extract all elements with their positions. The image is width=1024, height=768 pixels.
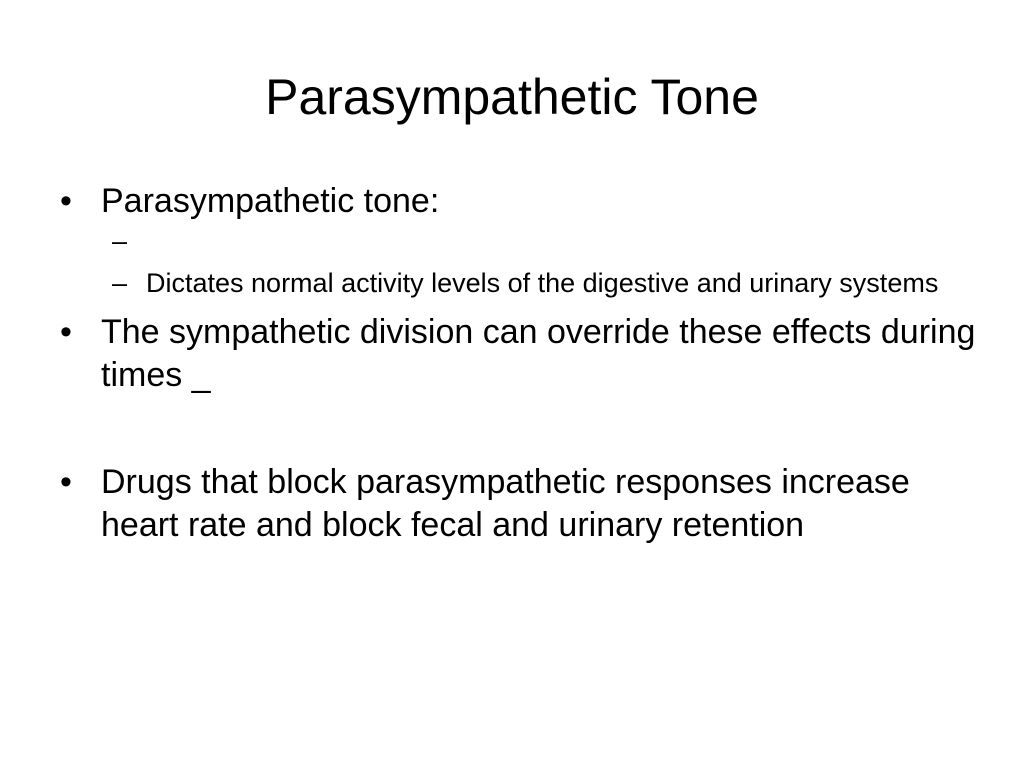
sub-item: [60, 265, 980, 301]
slide-body: [60, 180, 980, 547]
bullet-text: The sympathetic division can override these effects during times _: [101, 313, 976, 394]
dash-marker: –: [112, 226, 128, 256]
bullet-item: [60, 180, 980, 223]
bullet-marker: •: [60, 463, 72, 501]
bullet-item: [60, 311, 980, 397]
bullet-marker: •: [60, 182, 72, 220]
dash-marker: –: [112, 268, 128, 298]
bullet-marker: •: [60, 313, 72, 351]
bullet-text: Parasympathetic tone:: [101, 182, 440, 220]
bullet-item: [60, 461, 980, 547]
slide-title: Parasympathetic Tone: [265, 69, 759, 125]
sub-item: [60, 223, 980, 259]
bullet-text: Drugs that block parasympathetic responses increase heart rate and block fecal and urinary retention: [101, 463, 910, 544]
sub-item-text: Dictates normal activity levels of the digestive and urinary systems: [146, 268, 939, 298]
